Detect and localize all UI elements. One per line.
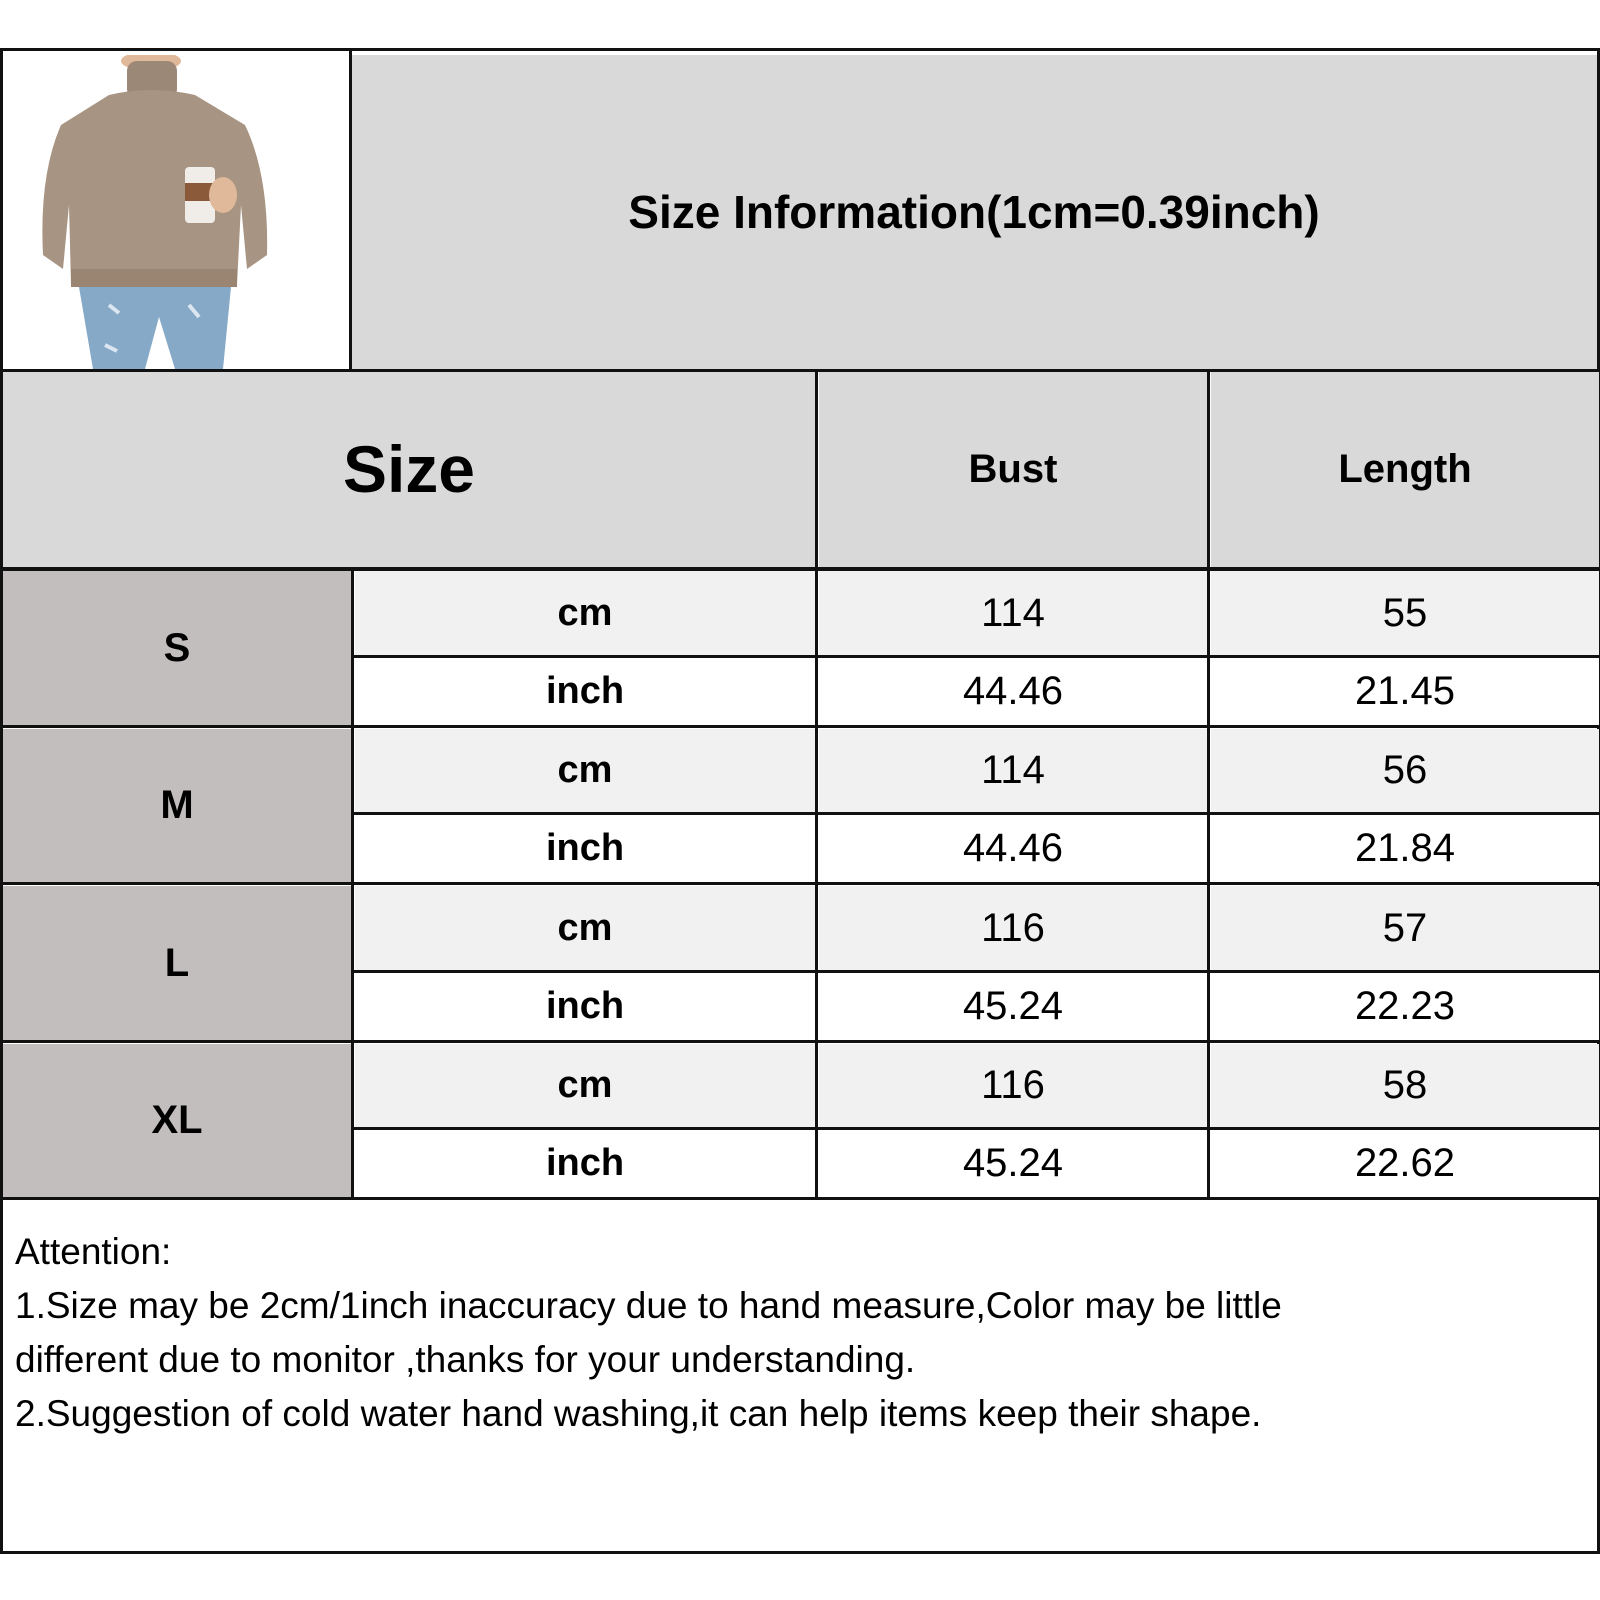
bust-value: 116 — [819, 1044, 1207, 1127]
attention-notes — [15, 1225, 1575, 1441]
grid-line — [353, 1127, 1600, 1130]
length-value: 22.23 — [1211, 973, 1599, 1040]
grid-line — [3, 882, 1600, 885]
size-chart-sheet — [0, 48, 1600, 1554]
sweater-model-icon — [9, 55, 349, 369]
unit-label: cm — [355, 886, 815, 970]
bust-column-header: Bust — [819, 371, 1207, 567]
bust-value: 44.46 — [819, 815, 1207, 882]
grid-line — [351, 571, 354, 1199]
length-value: 21.45 — [1211, 658, 1599, 725]
unit-label: inch — [355, 815, 815, 882]
product-photo — [9, 55, 349, 369]
length-value: 57 — [1211, 886, 1599, 970]
size-information-title: Size Information(1cm=0.39inch) — [351, 55, 1597, 369]
attention-line: 2.Suggestion of cold water hand washing,it can help items keep their shape. — [15, 1393, 1262, 1434]
grid-line — [353, 970, 1600, 973]
grid-line — [353, 812, 1600, 815]
grid-line — [3, 1040, 1600, 1043]
attention-line: 1.Size may be 2cm/1inch inaccuracy due to hand measure,Color may be little — [15, 1285, 1282, 1326]
grid-line — [3, 369, 1600, 372]
grid-line — [3, 567, 1600, 571]
grid-line — [349, 51, 352, 371]
grid-line — [1207, 371, 1210, 1199]
unit-label: inch — [355, 973, 815, 1040]
length-value: 55 — [1211, 571, 1599, 655]
length-value: 56 — [1211, 729, 1599, 812]
size-label-l: L — [3, 886, 351, 1040]
bust-value: 45.24 — [819, 1130, 1207, 1197]
unit-label: cm — [355, 729, 815, 812]
grid-line — [3, 1197, 1600, 1200]
length-value: 58 — [1211, 1044, 1599, 1127]
length-column-header: Length — [1211, 371, 1599, 567]
size-label-xl: XL — [3, 1044, 351, 1197]
grid-line — [353, 655, 1600, 658]
bust-value: 116 — [819, 886, 1207, 970]
unit-label: cm — [355, 1044, 815, 1127]
unit-label: inch — [355, 658, 815, 725]
grid-line — [815, 371, 818, 1199]
size-label-m: M — [3, 729, 351, 882]
size-column-header: Size — [3, 371, 815, 567]
length-value: 21.84 — [1211, 815, 1599, 882]
bust-value: 44.46 — [819, 658, 1207, 725]
grid-line — [3, 725, 1600, 728]
bust-value: 114 — [819, 571, 1207, 655]
unit-label: inch — [355, 1130, 815, 1197]
bust-value: 114 — [819, 729, 1207, 812]
length-value: 22.62 — [1211, 1130, 1599, 1197]
size-label-s: S — [3, 571, 351, 725]
attention-heading: Attention: — [15, 1231, 172, 1272]
unit-label: cm — [355, 571, 815, 655]
bust-value: 45.24 — [819, 973, 1207, 1040]
attention-line: different due to monitor ,thanks for your understanding. — [15, 1339, 916, 1380]
